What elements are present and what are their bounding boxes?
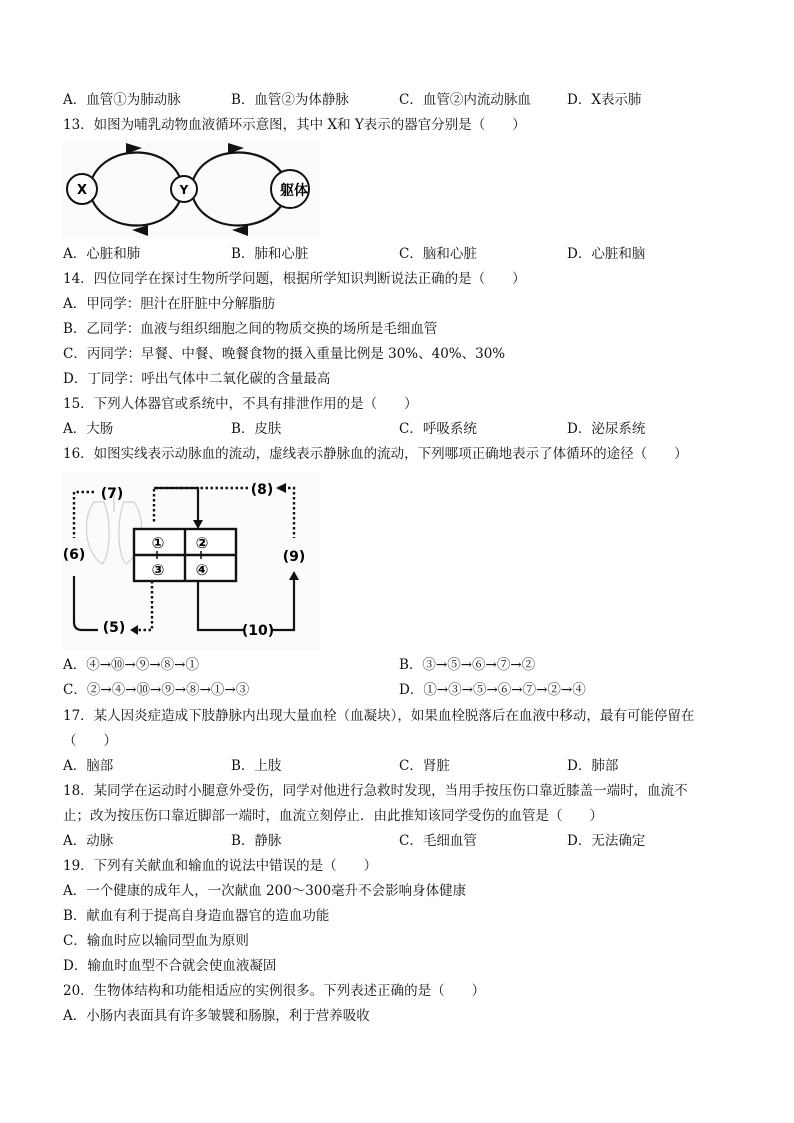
q15-option-d: D．泌尿系统 xyxy=(567,421,646,437)
q13-stem: 13．如图为哺乳动物血液循环示意图，其中 X和 Y表示的器官分别是（ ） xyxy=(63,117,526,133)
q16-heart-figure xyxy=(62,472,320,650)
q14-option-d: D．丁同学：呼出气体中二氧化碳的含量最高 xyxy=(63,371,331,387)
q16-option-c: C．②→④→⑩→⑨→⑧→①→③ xyxy=(63,682,250,698)
q13-option-d: D．心脏和脑 xyxy=(567,246,646,262)
q18-stem: 18．某同学在运动时小腿意外受伤，同学对他进行急救时发现，当用手按压伤口靠近膝盖一端时，血流不 xyxy=(63,783,688,799)
q12-option-c: C．血管②内流动脉血 xyxy=(399,92,531,108)
q17-stem-continued: （ ） xyxy=(63,733,117,749)
q16-vessel-9: (9) xyxy=(282,549,306,565)
q19-option-d: D．输血时血型不合就会使血液凝固 xyxy=(63,958,277,974)
q16-cell-2: ② xyxy=(195,534,209,552)
q16-cell-3: ③ xyxy=(151,561,165,579)
q13-option-b: B．肺和心脏 xyxy=(231,246,309,262)
q16-cell-4: ④ xyxy=(195,561,209,579)
q16-option-a: A．④→⑩→⑨→⑧→① xyxy=(63,657,199,673)
q15-stem: 15．下列人体器官或系统中，不具有排泄作用的是（ ） xyxy=(63,396,418,412)
q18-option-d: D．无法确定 xyxy=(567,833,646,849)
q13-option-c: C．脑和心脏 xyxy=(399,246,477,262)
q20-option-a: A．小肠内表面具有许多皱襞和肠腺，利于营养吸收 xyxy=(63,1008,370,1024)
q17-option-a: A．脑部 xyxy=(63,758,114,774)
q13-circulation-figure xyxy=(62,140,320,238)
q18-option-a: A．动脉 xyxy=(63,833,114,849)
q14-option-b: B．乙同学：血液与组织细胞之间的物质交换的场所是毛细血管 xyxy=(63,321,438,337)
q12-option-a: A．血管①为肺动脉 xyxy=(63,92,181,108)
q13-y-label: Y xyxy=(179,183,189,197)
q13-x-label: X xyxy=(76,183,88,198)
q16-option-b: B．③→⑤→⑥→⑦→② xyxy=(399,657,536,673)
q16-vessel-8: (8) xyxy=(250,482,274,498)
q17-option-c: C．肾脏 xyxy=(399,758,450,774)
q15-option-a: A．大肠 xyxy=(63,421,114,437)
q18-stem-continued: 止；改为按压伤口靠近脚部一端时，血流立刻停止．由此推知该同学受伤的血管是（ ） xyxy=(63,808,603,824)
q16-vessel-10: (10) xyxy=(241,623,275,639)
q13-option-a: A．心脏和肺 xyxy=(63,246,141,262)
q17-option-d: D．肺部 xyxy=(567,758,619,774)
q18-option-b: B．静脉 xyxy=(231,833,282,849)
q14-option-a: A．甲同学：胆汁在肝脏中分解脂肪 xyxy=(63,296,276,312)
q19-stem: 19．下列有关献血和输血的说法中错误的是（ ） xyxy=(63,858,378,874)
q16-cell-1: ① xyxy=(151,534,165,552)
q18-option-c: C．毛细血管 xyxy=(399,833,477,849)
q19-option-b: B．献血有利于提高自身造血器官的造血功能 xyxy=(63,908,330,924)
q16-vessel-5: (5) xyxy=(102,620,126,636)
q19-option-c: C．输血时应以输同型血为原则 xyxy=(63,933,249,949)
q15-option-c: C．呼吸系统 xyxy=(399,421,477,437)
q12-option-d: D．X表示肺 xyxy=(567,92,642,108)
q14-option-c: C．丙同学：早餐、中餐、晚餐食物的摄入重量比例是 30%、40%、30% xyxy=(63,346,506,362)
q14-stem: 14．四位同学在探讨生物所学问题，根据所学知识判断说法正确的是（ ） xyxy=(63,271,526,287)
q12-option-b: B．血管②为体静脉 xyxy=(231,92,349,108)
q17-option-b: B．上肢 xyxy=(231,758,282,774)
q16-vessel-7: (7) xyxy=(100,486,124,502)
q20-stem: 20．生物体结构和功能相适应的实例很多。下列表述正确的是（ ） xyxy=(63,983,486,999)
q15-option-b: B．皮肤 xyxy=(231,421,282,437)
q16-option-d: D．①→③→⑤→⑥→⑦→②→④ xyxy=(399,682,586,698)
q17-stem: 17．某人因炎症造成下肢静脉内出现大量血栓（血凝块），如果血栓脱落后在血液中移动，最有可能停留在 xyxy=(63,708,695,724)
q19-option-a: A．一个健康的成年人，一次献血 200～300毫升不会影响身体健康 xyxy=(63,883,467,899)
q16-vessel-6: (6) xyxy=(62,547,86,563)
q13-body-label: 躯体 xyxy=(280,183,308,199)
q16-stem: 16．如图实线表示动脉血的流动，虚线表示静脉血的流动，下列哪项正确地表示了体循环的途径（ ） xyxy=(63,446,688,462)
